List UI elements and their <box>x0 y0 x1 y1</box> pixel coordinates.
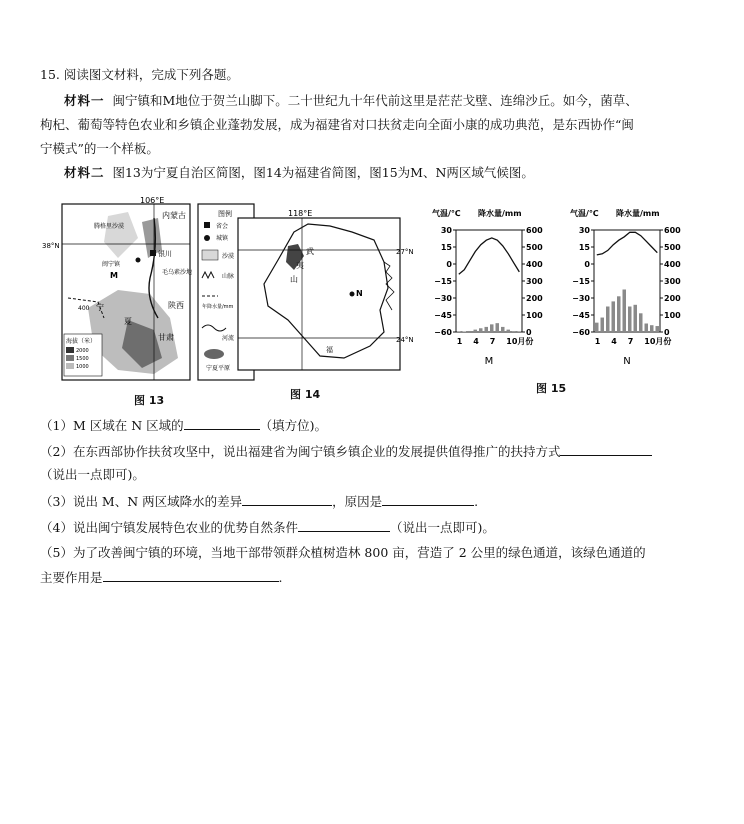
material1-text-2: 枸杞、葡萄等特色农业和乡镇企业蓬勃发展，成为福建省对口扶贫走向全面小康的成功典范，是东西协作“闽 <box>40 117 634 132</box>
material2-label: 材料二 <box>64 165 105 180</box>
fig14-place-fu: 福 <box>326 346 333 354</box>
fig15-m-precip-bar <box>468 331 472 332</box>
fig15-n-precip-bar <box>623 290 627 333</box>
fig15-m-precip-bar <box>512 331 516 332</box>
fig13-place-xia: 夏 <box>124 317 132 326</box>
q3-text-a: （3）说出 M、N 两区域降水的差异 <box>40 494 243 509</box>
fig15-n-precip-bar <box>612 301 616 332</box>
fig15-n-month-label: 10月份 <box>644 337 672 346</box>
question-intro: 15. 阅读图文材料，完成下列各题。 <box>40 67 239 82</box>
fig15-m-right-tick-label: 500 <box>526 243 543 252</box>
fig14-caption: 图 14 <box>290 388 321 401</box>
fig15-m-left-tick-label: −45 <box>434 311 452 320</box>
fig13-place-m: M <box>110 271 118 280</box>
fig15-n-month-label: 1 <box>594 337 601 346</box>
fig15-n-left-tick-label: −60 <box>572 328 590 337</box>
fig15-m-month-label: 7 <box>489 337 496 346</box>
fig15-n-precip-axis-title: 降水量/mm <box>616 209 660 218</box>
fig13-legend-town-symbol <box>204 235 210 241</box>
fig15-m-left-tick-label: −15 <box>434 277 452 286</box>
figure-13-map <box>42 196 258 398</box>
fig14-lat-bottom: 24°N <box>396 336 414 344</box>
fig13-elev-swatch-low <box>66 363 74 369</box>
fig15-m-precip-bar <box>490 324 494 332</box>
fig14-lat-top: 27°N <box>396 248 414 256</box>
fig15-n-temp-axis-title: 气温/℃ <box>570 209 599 218</box>
fig15-n-left-tick-label: −15 <box>572 277 590 286</box>
q1-text-a: （1）M 区域在 N 区域的 <box>40 418 184 433</box>
fig13-legend-capital-symbol <box>204 222 210 228</box>
fig15-m-precip-axis-title: 降水量/mm <box>478 209 522 218</box>
fig14-place-shan: 山 <box>290 275 298 284</box>
fig13-elev-value-1: 1500 <box>76 356 89 362</box>
fig13-legend-plain-symbol <box>204 349 224 359</box>
fig15-m-left-tick-label: 15 <box>440 243 452 252</box>
fig15-n-left-tick-label: 0 <box>584 260 590 269</box>
fig15-m-precip-bar <box>474 330 478 332</box>
fig13-elev-swatch-mid <box>66 355 74 361</box>
fig13-lat-label: 38°N <box>42 242 60 250</box>
fig15-m-plot-frame <box>456 230 522 332</box>
fig13-legend-desert: 沙漠 <box>222 253 235 260</box>
fig15-m-precip-bar <box>463 331 467 332</box>
fig15-n-precip-bar <box>617 296 621 332</box>
fig13-place-yinchuan: 银川 <box>158 250 172 258</box>
fig15-m-precip-bar <box>501 327 505 332</box>
fig13-place-inner-mongolia: 内蒙古 <box>162 211 186 220</box>
fig15-n-precip-bar <box>628 307 632 333</box>
fig15-n-left-tick-label: −30 <box>572 294 590 303</box>
material2-line <box>64 164 710 182</box>
q2-text-b: （说出一点即可)。 <box>40 467 145 482</box>
fig13-place-minning: 闽宁镇 <box>102 261 121 268</box>
fig15-n-precip-bar <box>645 324 649 333</box>
q1-line <box>40 416 708 435</box>
fig15-n-precip-bar <box>650 325 654 332</box>
fig15-n-chart-name: N <box>623 356 631 367</box>
q2-line <box>40 442 708 461</box>
fig13-elev-value-0: 2000 <box>76 348 89 354</box>
fig13-elev-swatch-high <box>66 347 74 353</box>
q3-difference-blank[interactable] <box>242 492 332 506</box>
fig15-n-right-tick-label: 600 <box>664 226 681 235</box>
q2-text-a: （2）在东西部协作扶贫攻坚中，说出福建省为闽宁镇乡镇企业的发展提供值得推广的扶持方式 <box>40 444 561 459</box>
fig15-m-left-tick-label: −60 <box>434 328 452 337</box>
fig15-m-precip-bar <box>485 327 489 332</box>
q4-answer-blank[interactable] <box>298 518 390 532</box>
fig13-isohyet-label: 400 <box>78 305 90 312</box>
fig15-n-month-label: 7 <box>627 337 634 346</box>
figure-14-map <box>234 210 424 380</box>
fig15-n-right-tick-label: 500 <box>664 243 681 252</box>
q1-text-b: （填方位)。 <box>259 418 328 433</box>
fig15-m-right-tick-label: 600 <box>526 226 543 235</box>
fig13-elev-value-2: 1000 <box>76 364 89 370</box>
figure-15-climate-charts <box>426 206 708 392</box>
material2-text: 图13为宁夏自治区简图，图14为福建省简图，图15为M、N两区域气候图。 <box>112 165 534 180</box>
fig13-place-ning: 宁 <box>96 303 104 312</box>
material1-label: 材料一 <box>64 93 105 108</box>
fig14-place-n: N <box>356 289 363 298</box>
fig13-legend-title: 图例 <box>218 210 232 218</box>
fig13-place-tengger: 腾格里沙漠 <box>94 223 125 230</box>
fig15-n-right-tick-label: 0 <box>664 328 670 337</box>
fig15-n-precip-bar <box>634 305 638 332</box>
q4-line <box>40 518 708 537</box>
fig15-m-left-tick-label: 30 <box>440 226 452 235</box>
q3-reason-blank[interactable] <box>382 492 474 506</box>
fig15-n-right-tick-label: 100 <box>664 311 681 320</box>
fig15-n-month-label: 4 <box>611 337 617 346</box>
fig13-legend-isohyet: 年降水量/mm <box>202 304 234 310</box>
q5-text-b: 主要作用是 <box>40 570 103 585</box>
fig15-m-precip-bar <box>496 323 500 332</box>
fig13-lon-label: 106°E <box>140 196 165 205</box>
fig15-n-left-tick-label: −45 <box>572 311 590 320</box>
fig15-m-right-tick-label: 400 <box>526 260 543 269</box>
material1-text-1: 闽宁镇和M地位于贺兰山脚下。二十世纪九十年代前这里是茫茫戈壁、连绵沙丘。如今，菌草、 <box>112 93 638 108</box>
fig15-n-precip-bar <box>639 313 643 332</box>
fig13-place-shaanxi: 陕西 <box>168 301 184 310</box>
fig15-m-precip-bar <box>479 328 483 332</box>
fig15-m-precip-bar <box>507 330 511 332</box>
fig15-n-right-tick-label: 300 <box>664 277 681 286</box>
fig13-legend-river: 河流 <box>222 335 235 342</box>
fig15-m-right-tick-label: 300 <box>526 277 543 286</box>
fig15-n-right-tick-label: 200 <box>664 294 681 303</box>
fig15-n-left-tick-label: 15 <box>578 243 590 252</box>
fig15-m-right-tick-label: 0 <box>526 328 532 337</box>
material1-line1 <box>64 92 710 110</box>
fig15-m-left-tick-label: 0 <box>446 260 452 269</box>
fig15-m-month-label: 10月份 <box>506 337 534 346</box>
fig13-place-gansu: 甘肃 <box>158 333 174 342</box>
fig13-legend-capital: 省会 <box>216 223 229 230</box>
fig15-n-precip-bar <box>606 307 610 333</box>
fig14-place-wu: 武 <box>306 247 314 256</box>
fig14-lon-label: 118°E <box>288 209 313 218</box>
fig13-place-maowusu: 毛乌素沙地 <box>162 269 193 276</box>
fig15-n-precip-bar <box>601 318 605 332</box>
fig13-legend-mountain: 山脉 <box>222 273 235 280</box>
q5-text-a: （5）为了改善闽宁镇的环境，当地干部带领群众植树造林 800 亩，营造了 2 公里的绿色通道，该绿色通道的 <box>40 545 646 560</box>
fig15-n-precip-bar <box>595 323 599 332</box>
fig15-m-temp-axis-title: 气温/℃ <box>432 209 461 218</box>
q3-text-c: . <box>474 494 479 509</box>
fig15-m-month-label: 1 <box>456 337 463 346</box>
figures-area <box>36 196 706 406</box>
q4-text-a: （4）说出闽宁镇发展特色农业的优势自然条件 <box>40 520 298 535</box>
fig15-n-precip-bar <box>656 326 660 332</box>
fig13-town-marker <box>136 258 141 263</box>
material1-text-3: 宁模式”的一个样板。 <box>40 141 159 156</box>
fig15-caption: 图 15 <box>536 382 567 395</box>
q4-text-b: （说出一点即可)。 <box>389 520 495 535</box>
q5-line-2 <box>40 568 708 587</box>
fig15-m-right-tick-label: 100 <box>526 311 543 320</box>
fig15-m-left-tick-label: −30 <box>434 294 452 303</box>
q3-text-b: ，原因是 <box>332 494 383 509</box>
fig15-m-chart-name: M <box>484 356 494 367</box>
fig15-n-right-tick-label: 400 <box>664 260 681 269</box>
fig13-legend-plain: 宁夏平原 <box>206 365 231 372</box>
fig14-n-marker <box>350 292 355 297</box>
fig15-n-left-tick-label: 30 <box>578 226 590 235</box>
q5-answer-blank[interactable] <box>103 568 279 582</box>
fig13-capital-marker <box>150 250 156 256</box>
q2-answer-blank[interactable] <box>560 442 652 456</box>
fig13-caption: 图 13 <box>134 394 165 407</box>
fig14-place-yi: 夷 <box>296 261 304 270</box>
q3-line <box>40 492 708 511</box>
fig15-m-month-label: 4 <box>473 337 479 346</box>
fig13-legend-desert-symbol <box>202 250 218 260</box>
fig13-legend-town: 城镇 <box>216 235 229 242</box>
q5-text-c: . <box>278 570 283 585</box>
q1-answer-blank[interactable] <box>184 416 260 430</box>
fig15-m-right-tick-label: 200 <box>526 294 543 303</box>
fig13-elevation-title: 海拔（米） <box>66 338 97 345</box>
